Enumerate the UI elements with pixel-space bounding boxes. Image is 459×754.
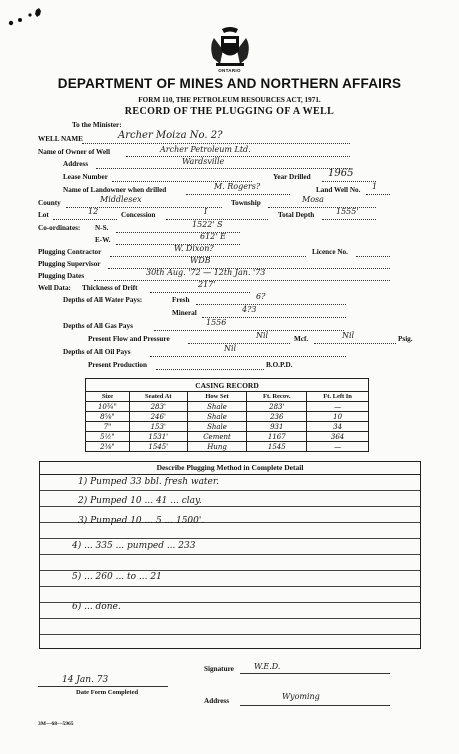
- table-cell: Shale: [187, 422, 247, 432]
- address-line: [96, 168, 350, 169]
- table-cell: Hung: [187, 442, 247, 452]
- landowner-label: Name of Landowner when drilled: [63, 186, 167, 194]
- year-drilled-label: Year Drilled: [273, 173, 311, 181]
- plugging-method-box: [39, 461, 421, 649]
- table-cell: 1545: [247, 442, 307, 452]
- table-cell: —: [307, 442, 369, 452]
- land-well-no-label: Land Well No.: [316, 186, 361, 194]
- address-value: Wardsville: [182, 157, 225, 166]
- flow-pressure-label: Present Flow and Pressure: [88, 335, 170, 343]
- fresh-value: 6?: [256, 292, 266, 301]
- form-code: 3M—68—5965: [38, 721, 74, 727]
- to-minister: To the Minister:: [72, 121, 122, 129]
- psig-label: Psig.: [398, 335, 413, 343]
- thickness-drift-label: Thickness of Drift: [82, 284, 138, 292]
- plugging-dates-line: [94, 280, 390, 281]
- plugging-supervisor-label: Plugging Supervisor: [38, 260, 101, 268]
- oil-pays-label: Depths of All Oil Pays: [63, 348, 131, 356]
- coordinates-label: Co-ordinates:: [38, 224, 81, 232]
- land-well-no-value: 1: [372, 182, 378, 191]
- table-row: [86, 442, 369, 452]
- total-depth-line: [322, 219, 376, 220]
- table-cell: Shale: [187, 412, 247, 422]
- plugging-method-title: Describe Plugging Method in Complete Detail: [40, 462, 420, 475]
- gas-pays-line: [154, 330, 344, 331]
- table-cell: —: [307, 402, 369, 412]
- water-pays-label: Depths of All Water Pays:: [63, 296, 143, 304]
- casing-record-table: [85, 378, 369, 452]
- ruled-line: [40, 634, 420, 635]
- table-cell: 8⅝": [86, 412, 130, 422]
- table-row: [86, 422, 369, 432]
- well-name-value: Archer Moiza No. 2?: [118, 130, 223, 141]
- table-cell: 1531': [129, 432, 187, 442]
- well-name-line: [82, 143, 350, 144]
- mcf-label: Mcf.: [294, 335, 309, 343]
- table-cell: 10: [307, 412, 369, 422]
- date-completed-label: Date Form Completed: [76, 689, 139, 696]
- record-title: RECORD OF THE PLUGGING OF A WELL: [124, 106, 335, 117]
- address-label: Address: [63, 160, 89, 168]
- owner-value: Archer Petroleum Ltd.: [160, 145, 251, 154]
- owner-line: [126, 156, 350, 157]
- well-data-label: Well Data:: [38, 284, 71, 292]
- address-footer-label: Address: [204, 697, 230, 705]
- table-cell: 153': [129, 422, 187, 432]
- plugging-line-3: 3) Pumped 10 ... 5 ... 1500'.: [78, 516, 205, 526]
- ruled-line: [40, 554, 420, 555]
- oil-pays-value: Nil: [224, 344, 237, 353]
- township-value: Mosa: [302, 195, 324, 204]
- table-cell: 5½": [86, 432, 130, 442]
- plugging-line-5: 5) ... 260 ... to ... 21: [72, 572, 162, 582]
- ontario-label: ONTARIO: [218, 68, 241, 73]
- signature-line: [240, 673, 390, 674]
- signature-label: Signature: [204, 665, 234, 673]
- mineral-label: Mineral: [172, 309, 197, 317]
- plugging-line-6: 6) ... done.: [72, 602, 121, 612]
- plugging-contractor-label: Plugging Contractor: [38, 248, 102, 256]
- table-row: [86, 412, 369, 422]
- fresh-label: Fresh: [172, 296, 190, 304]
- year-drilled-value: 1965: [328, 168, 354, 179]
- table-cell: Shale: [187, 402, 247, 412]
- casing-record-title: CASING RECORD: [86, 379, 369, 392]
- form-line: FORM 110, THE PETROLEUM RESOURCES ACT, 1971.: [138, 96, 321, 104]
- thickness-drift-value: 217': [198, 280, 216, 289]
- department-title: DEPARTMENT OF MINES AND NORTHERN AFFAIRS: [57, 76, 402, 91]
- township-label: Township: [231, 199, 261, 207]
- casing-col-recov: Ft. Recov.: [247, 392, 307, 402]
- ruled-line: [40, 490, 420, 491]
- table-cell: 283': [247, 402, 307, 412]
- total-depth-label: Total Depth: [278, 211, 315, 219]
- land-well-no-line: [366, 194, 390, 195]
- ew-value: 612' E: [200, 232, 226, 241]
- table-cell: 2⅜": [86, 442, 130, 452]
- date-completed-value: 14 Jan. 73: [62, 675, 109, 685]
- lot-value: 12: [88, 207, 99, 216]
- table-cell: 236: [247, 412, 307, 422]
- plugging-supervisor-value: WDB: [190, 256, 211, 265]
- table-cell: 1545': [129, 442, 187, 452]
- concession-value: I: [204, 207, 208, 216]
- flow-pressure-value: Nil: [256, 331, 269, 340]
- ns-value: 1522' S: [192, 220, 223, 229]
- county-value: Middlesex: [100, 195, 142, 204]
- table-row: [86, 402, 369, 412]
- ontario-crest-icon: [208, 26, 252, 68]
- licence-no-label: Licence No.: [312, 248, 348, 256]
- owner-label: Name of Owner of Well: [38, 148, 110, 156]
- table-cell: 1167: [247, 432, 307, 442]
- table-cell: 34: [307, 422, 369, 432]
- casing-col-size: Size: [86, 392, 130, 402]
- plugging-line-4: 4) ... 335 ... pumped ... 233: [72, 541, 196, 551]
- mineral-value: 4?3: [242, 305, 257, 314]
- county-label: County: [38, 199, 61, 207]
- production-line: [156, 369, 264, 370]
- table-cell: 283': [129, 402, 187, 412]
- ns-label: N-S.: [95, 224, 109, 232]
- mcf-line: [314, 343, 396, 344]
- table-cell: 7": [86, 422, 130, 432]
- plugging-dates-value: 30th Aug. '72 — 12th Jan. '73: [146, 268, 266, 277]
- gas-pays-label: Depths of All Gas Pays: [63, 322, 133, 330]
- lot-label: Lot: [38, 211, 49, 219]
- date-line: [38, 686, 168, 687]
- plugging-contractor-value: W. Dixon?: [174, 244, 214, 253]
- ruled-line: [40, 538, 420, 539]
- concession-label: Concession: [121, 211, 156, 219]
- address-footer-line: [240, 705, 390, 706]
- lot-line: [53, 219, 117, 220]
- table-cell: 10¾": [86, 402, 130, 412]
- casing-header-row: [86, 392, 369, 402]
- table-cell: 246': [129, 412, 187, 422]
- well-name-label: WELL NAME: [38, 135, 83, 143]
- bopd-label: B.O.P.D.: [266, 361, 293, 369]
- licence-no-line: [356, 256, 390, 257]
- plugging-line-1: 1) Pumped 33 bbl. fresh water.: [78, 477, 220, 487]
- ruled-line: [40, 586, 420, 587]
- table-cell: 931: [247, 422, 307, 432]
- ruled-line: [40, 618, 420, 619]
- address-footer-value: Wyoming: [282, 692, 320, 701]
- production-label: Present Production: [88, 361, 148, 369]
- township-line: [268, 207, 376, 208]
- flow-pressure-line: [188, 343, 290, 344]
- lease-number-label: Lease Number: [63, 173, 108, 181]
- ruled-line: [40, 506, 420, 507]
- table-row: [86, 432, 369, 442]
- landowner-value: M. Rogers?: [214, 182, 261, 191]
- total-depth-value: 1555': [336, 207, 359, 216]
- signature-value: W.E.D.: [254, 662, 281, 671]
- thickness-drift-line: [150, 292, 250, 293]
- mcf-value: Nil: [342, 331, 355, 340]
- year-drilled-line: [322, 181, 376, 182]
- ew-label: E-W.: [95, 236, 111, 244]
- margin-specks: [6, 6, 46, 30]
- casing-col-left-in: Ft. Left In: [307, 392, 369, 402]
- casing-col-seated: Seated At: [129, 392, 187, 402]
- table-cell: 364: [307, 432, 369, 442]
- casing-col-how-set: How Set: [187, 392, 247, 402]
- gas-pays-value: 1556: [206, 318, 227, 327]
- table-cell: Cement: [187, 432, 247, 442]
- oil-pays-line: [150, 356, 346, 357]
- ruled-line: [40, 570, 420, 571]
- fresh-line: [196, 304, 346, 305]
- plugging-line-2: 2) Pumped 10 ... 41 ... clay.: [78, 496, 202, 506]
- landowner-line: [186, 194, 290, 195]
- plugging-dates-label: Plugging Dates: [38, 272, 85, 280]
